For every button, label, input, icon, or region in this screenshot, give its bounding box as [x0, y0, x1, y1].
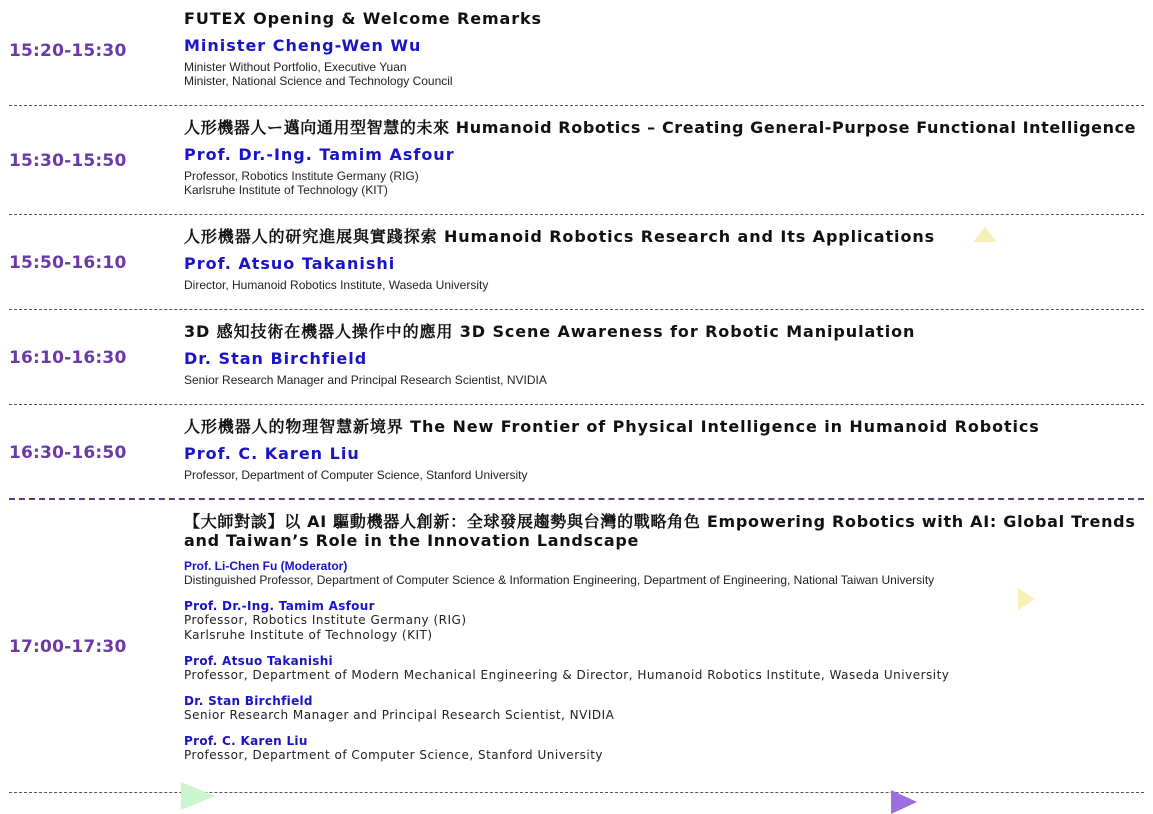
- panel-members: [184, 559, 1145, 763]
- speaker-affiliation: Director, Humanoid Robotics Institute, Waseda University: [184, 278, 489, 292]
- panel-member: [184, 654, 1145, 683]
- divider: [9, 792, 1144, 793]
- session-row: [0, 405, 1153, 499]
- speaker-affiliation: Professor, Robotics Institute Germany (RIG) Karlsruhe Institute of Technology (KIT): [184, 169, 419, 197]
- member-name[interactable]: Prof. C. Karen Liu: [184, 734, 308, 748]
- member-affiliation: Distinguished Professor, Department of Computer Science & Information Engineering, Department of Engineering, National Taiwan University: [184, 573, 935, 587]
- speaker-name[interactable]: Minister Cheng-Wen Wu: [184, 36, 422, 55]
- panel-member: [184, 734, 1145, 763]
- session-title: 人形機器人的研究進展與實踐探索 Humanoid Robotics Research and Its Applications: [184, 227, 936, 246]
- speaker-name[interactable]: Prof. Atsuo Takanishi: [184, 254, 396, 273]
- member-affiliation: Professor, Robotics Institute Germany (RIG): [184, 613, 467, 627]
- panel-member: [184, 599, 1145, 643]
- speaker-name[interactable]: Prof. C. Karen Liu: [184, 444, 360, 463]
- session-title: 【大師對談】以 AI 驅動機器人創新：全球發展趨勢與台灣的戰略角色 Empowering Robotics with AI: Global Trends and Taiwan’s Role in the Innovation Landscape: [184, 512, 1136, 550]
- session-time: 15:50-16:10: [9, 253, 127, 273]
- speaker-affiliation: Senior Research Manager and Principal Research Scientist, NVIDIA: [184, 373, 547, 387]
- member-affiliation: Senior Research Manager and Principal Research Scientist, NVIDIA: [184, 708, 615, 722]
- session-row: [0, 0, 1153, 105]
- member-affiliation: Professor, Department of Computer Science, Stanford University: [184, 748, 604, 762]
- session-row: [0, 106, 1153, 214]
- session-row: [0, 310, 1153, 404]
- speaker-affiliation: Minister Without Portfolio, Executive Yuan Minister, National Science and Technology Council: [184, 60, 453, 88]
- member-name[interactable]: Prof. Li-Chen Fu (Moderator): [184, 559, 348, 573]
- triangle-decoration-icon: [973, 227, 997, 242]
- panel-member: [184, 559, 1145, 588]
- session-time: 16:30-16:50: [9, 443, 127, 463]
- session-time: 15:20-15:30: [9, 41, 127, 61]
- panel-member: [184, 694, 1145, 723]
- session-title: FUTEX Opening & Welcome Remarks: [184, 9, 542, 28]
- member-affiliation: Professor, Department of Modern Mechanical Engineering & Director, Humanoid Robotics Institute, Waseda University: [184, 668, 950, 682]
- triangle-decoration-icon: [1018, 588, 1035, 610]
- session-time: 17:00-17:30: [9, 637, 127, 657]
- session-title: 人形機器人的物理智慧新境界 The New Frontier of Physical Intelligence in Humanoid Robotics: [184, 417, 1040, 436]
- triangle-decoration-icon: [181, 782, 215, 810]
- session-time: 15:30-15:50: [9, 151, 127, 171]
- speaker-name[interactable]: Dr. Stan Birchfield: [184, 349, 368, 368]
- member-name[interactable]: Prof. Dr.-Ing. Tamim Asfour: [184, 599, 375, 613]
- member-affiliation: Karlsruhe Institute of Technology (KIT): [184, 628, 433, 642]
- session-title: 3D 感知技術在機器人操作中的應用 3D Scene Awareness for Robotic Manipulation: [184, 322, 916, 341]
- triangle-decoration-icon: [891, 790, 917, 814]
- panel-session: [0, 500, 1153, 792]
- speaker-affiliation: Professor, Department of Computer Science, Stanford University: [184, 468, 528, 482]
- speaker-name[interactable]: Prof. Dr.-Ing. Tamim Asfour: [184, 145, 455, 164]
- member-name[interactable]: Dr. Stan Birchfield: [184, 694, 313, 708]
- session-time: 16:10-16:30: [9, 348, 127, 368]
- member-name[interactable]: Prof. Atsuo Takanishi: [184, 654, 333, 668]
- session-title: 人形機器人ー邁向通用型智慧的未來 Humanoid Robotics – Creating General-Purpose Functional Intelligence: [184, 118, 1137, 137]
